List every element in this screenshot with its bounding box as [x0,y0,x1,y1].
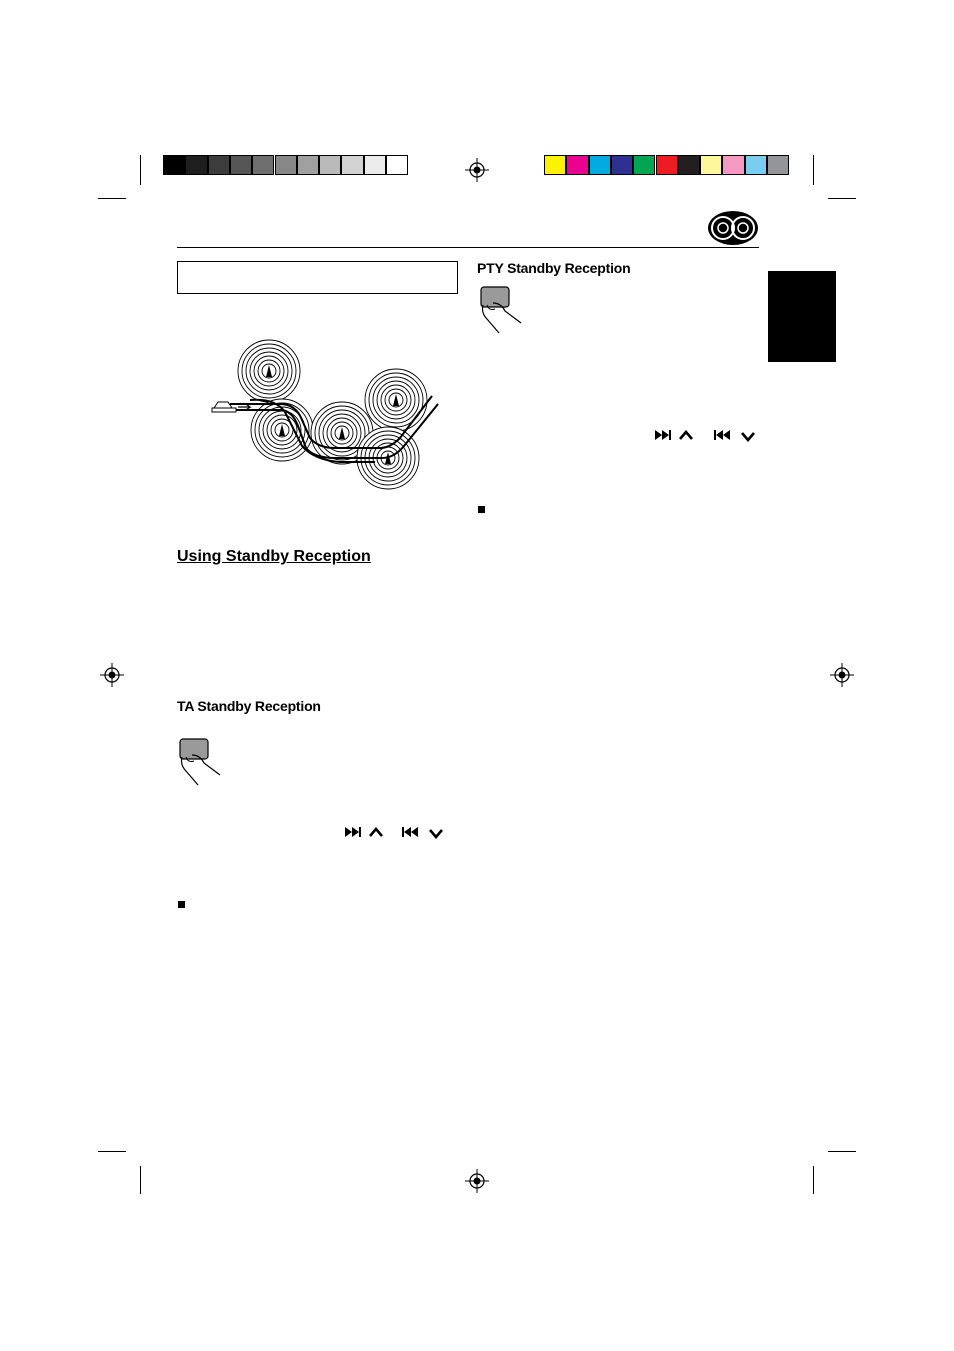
crop-mark [828,198,856,199]
registration-mark-icon [465,158,489,182]
pty-standby-heading: PTY Standby Reception [477,260,631,276]
crop-mark [813,155,814,185]
finger-press-button-icon [176,737,226,787]
gray-swatch [319,155,341,175]
gray-swatch [230,155,252,175]
color-swatch [767,155,789,175]
using-standby-heading: Using Standby Reception [177,548,371,565]
gray-swatch [252,155,274,175]
gray-swatch [364,155,386,175]
next-up-icon [655,428,699,442]
note-bullet [178,901,185,908]
crop-mark [140,155,141,185]
gray-swatch [185,155,207,175]
section-title-box [177,261,458,294]
crop-mark [98,1151,126,1152]
color-swatch [633,155,655,175]
color-swatch [656,155,678,175]
registration-mark-icon [465,1169,489,1193]
color-swatch [611,155,633,175]
crop-mark [98,198,126,199]
gray-swatch [297,155,319,175]
color-swatch [745,155,767,175]
language-tab [768,271,836,362]
color-swatch [589,155,611,175]
registration-mark-icon [830,663,854,687]
header-rule [177,247,759,248]
finger-press-button-icon [477,285,527,335]
gray-swatch [208,155,230,175]
prev-down-icon [402,825,446,839]
gray-swatch [386,155,408,175]
next-up-icon [345,825,389,839]
note-bullet [478,506,485,513]
standby-reception-illustration [210,338,450,493]
prev-down-icon [714,428,758,442]
gray-swatch [341,155,363,175]
crop-mark [813,1166,814,1194]
ta-standby-heading: TA Standby Reception [177,698,321,714]
color-swatch [700,155,722,175]
color-swatch [544,155,566,175]
color-swatch [678,155,700,175]
color-swatch [566,155,588,175]
registration-mark-icon [100,663,124,687]
color-swatch [722,155,744,175]
crop-mark [828,1151,856,1152]
rds-logo-icon [707,210,759,246]
crop-mark [140,1166,141,1194]
gray-swatch [163,155,185,175]
gray-swatch [275,155,297,175]
